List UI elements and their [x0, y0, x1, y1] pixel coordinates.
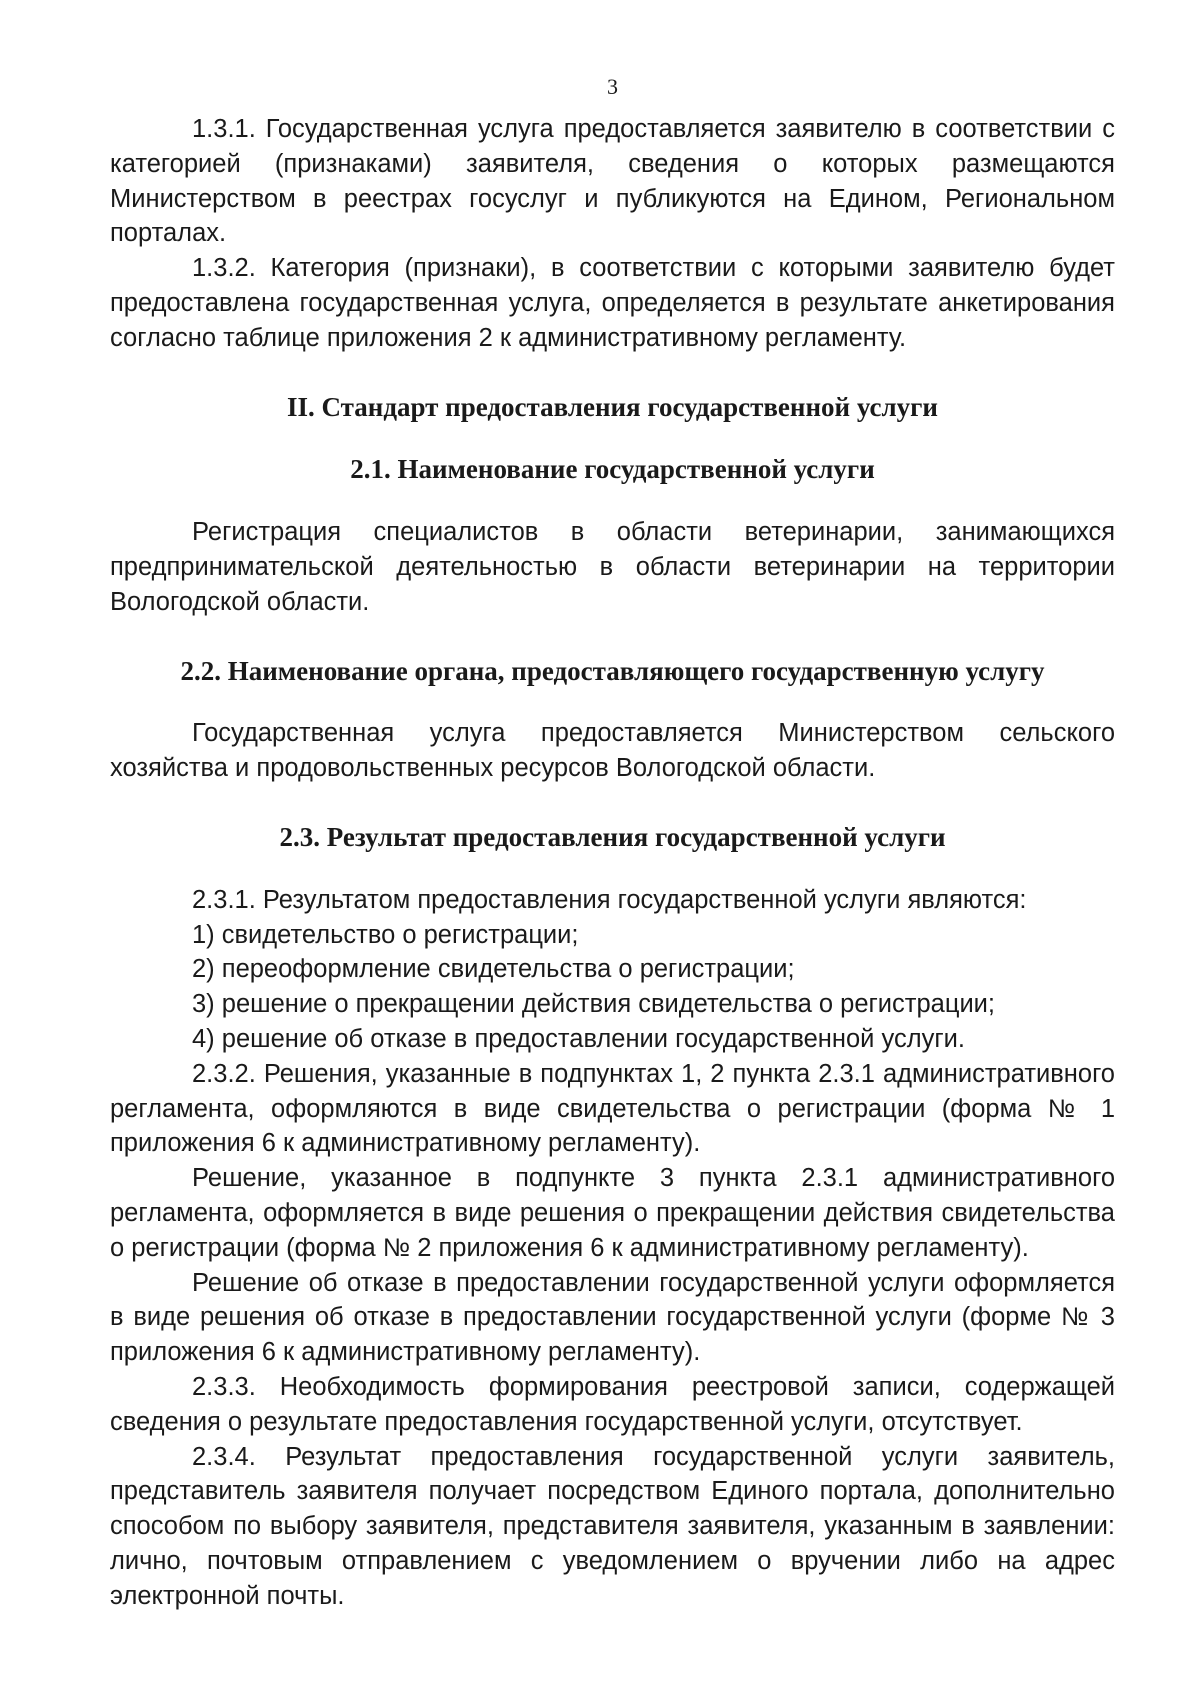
paragraph-2-3-4: 2.3.4. Результат предоставления государственной услуги заявитель, представитель заявителя получает посредством Единого портала, дополнительно способом по выбору заявителя, представителя заявителя, указанным в заявлении: лично, почтовым отправлением с уведомлением о вручении либо на адрес электронной почты. [110, 1442, 1115, 1610]
document-body [110, 112, 1115, 1613]
section-2-2-heading: 2.2. Наименование органа, предоставляющего государственную услугу [180, 655, 1045, 686]
paragraph-1-3-2: 1.3.2. Категория (признаки), в соответствии с которыми заявителю будет предоставлена государственная услуга, определяется в результате анкетирования согласно таблице приложения 2 к административному регламенту. [110, 254, 1115, 352]
paragraph-2-3-1: 2.3.1. Результатом предоставления государственной услуги являются: [192, 885, 1027, 914]
list-item: 3) решение о прекращении действия свидетельства о регистрации; [192, 990, 996, 1019]
page-number: 3 [607, 74, 618, 99]
paragraph-1-3-1: 1.3.1. Государственная услуга предоставляется заявителю в соответствии с категорией (признаками) заявителя, сведения о которых размещаются Министерством в реестрах госуслуг и публикуются на Едином, Региональном порталах. [110, 115, 1115, 248]
section-2-3-heading: 2.3. Результат предоставления государственной услуги [279, 821, 946, 852]
list-item: 4) решение об отказе в предоставлении государственной услуги. [192, 1024, 965, 1053]
paragraph-2-3-2: 2.3.2. Решения, указанные в подпунктах 1, 2 пункта 2.3.1 административного регламента, оформляются в виде свидетельства о регистрации (форма № 1 приложения 6 к административному регламенту). [110, 1059, 1115, 1158]
list-item: 1) свидетельство о регистрации; [192, 920, 579, 949]
paragraph-refusal: Решение об отказе в предоставлении государственной услуги оформляется в виде решения об отказе в предоставлении государственной услуги (форме № 3 приложения 6 к административному регламенту). [110, 1268, 1115, 1367]
section-2-heading: II. Стандарт предоставления государственной услуги [287, 391, 938, 422]
paragraph-2-1: Регистрация специалистов в области ветеринарии, занимающихся предпринимательской деятельностью в области ветеринарии на территории Вологодской области. [110, 518, 1115, 616]
document-page [110, 0, 1115, 1695]
list-item: 2) переоформление свидетельства о регистрации; [192, 955, 795, 984]
section-2-1-heading: 2.1. Наименование государственной услуги [350, 454, 875, 485]
paragraph-2-2: Государственная услуга предоставляется Министерством сельского хозяйства и продовольственных ресурсов Вологодской области. [110, 719, 1115, 783]
paragraph-decision-3: Решение, указанное в подпункте 3 пункта 2.3.1 административного регламента, оформляется в виде решения о прекращении действия свидетельства о регистрации (форма № 2 приложения 6 к административному регламенту). [110, 1164, 1115, 1262]
paragraph-2-3-3: 2.3.3. Необходимость формирования реестровой записи, содержащей сведения о результате предоставления государственной услуги, отсутствует. [110, 1372, 1115, 1436]
